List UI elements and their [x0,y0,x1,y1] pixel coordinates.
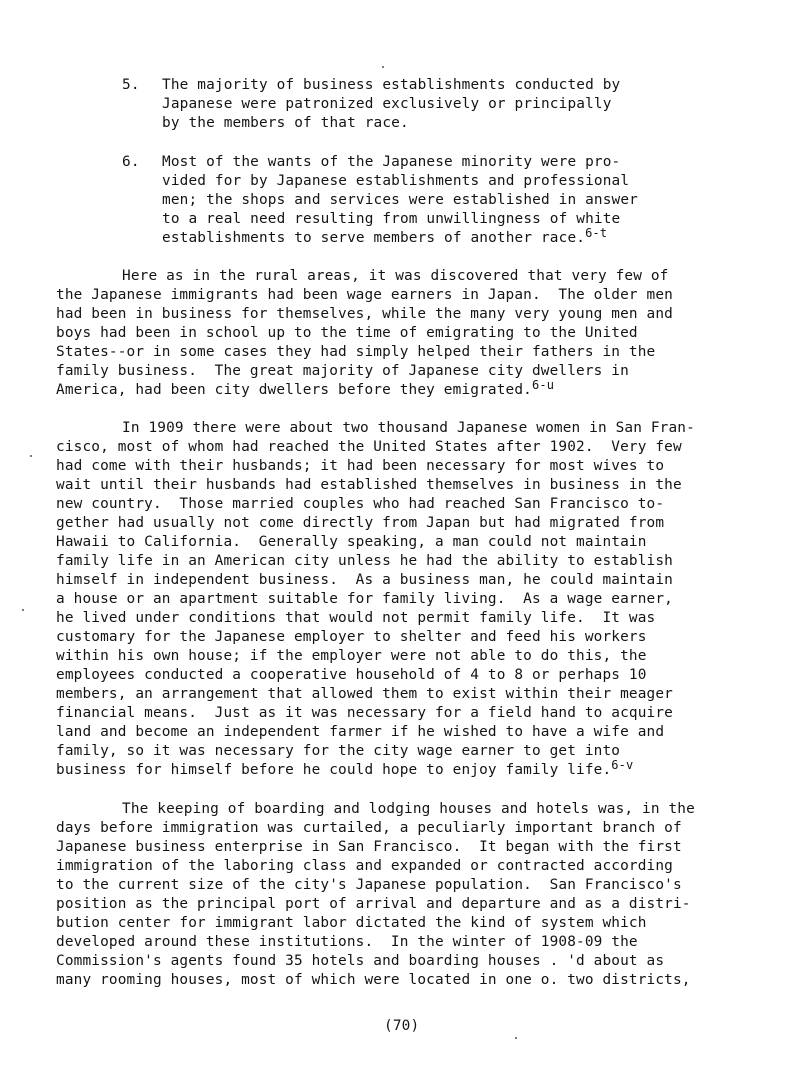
scan-speck [515,1037,517,1039]
text-line: position as the principal port of arrival and departure and as a distri- [56,896,691,912]
text-line: Japanese business enterprise in San Francisco. It began with the first [56,839,682,855]
list-item-number: 6. [122,154,140,170]
text-line: employees conducted a cooperative household of 4 to 8 or perhaps 10 [56,667,647,683]
text-line: the Japanese immigrants had been wage earners in Japan. The older men [56,287,673,303]
text-line: Commission's agents found 35 hotels and boarding houses . 'd about as [56,953,665,969]
text-line: Japanese were patronized exclusively or principally [162,96,612,112]
text-line: bution center for immigrant labor dictated the kind of system which [56,915,647,931]
text-line: Here as in the rural areas, it was discovered that very few of [122,268,669,284]
text-line: land and become an independent farmer if he wished to have a wife and [56,724,665,740]
text-line: to a real need resulting from unwillingness of white [162,211,621,227]
text-line: he lived under conditions that would not permit family life. It was [56,610,656,626]
text-line: had been in business for themselves, while the many very young men and [56,306,673,322]
text-line: America, had been city dwellers before they emigrated. [56,382,532,398]
page-number: (70) [384,1018,420,1034]
scan-speck [30,455,32,457]
text-line: to the current size of the city's Japanese population. San Francisco's [56,877,682,893]
text-line: The keeping of boarding and lodging houses and hotels was, in the [122,801,695,817]
text-line: new country. Those married couples who had reached San Francisco to- [56,496,665,512]
text-line: Hawaii to California. Generally speaking, a man could not maintain [56,534,647,550]
text-line: immigration of the laboring class and expanded or contracted according [56,858,673,874]
text-line: family business. The great majority of Japanese city dwellers in [56,363,629,379]
text-line: customary for the Japanese employer to shelter and feed his workers [56,629,647,645]
text-line: within his own house; if the employer were not able to do this, the [56,648,647,664]
text-line: a house or an apartment suitable for family living. As a wage earner, [56,591,673,607]
scan-speck [22,609,24,611]
text-line: States--or in some cases they had simply helped their fathers in the [56,344,656,360]
text-line: by the members of that race. [162,115,409,131]
text-line: members, an arrangement that allowed them to exist within their meager [56,686,673,702]
text-line: financial means. Just as it was necessary for a field hand to acquire [56,705,673,721]
text-line: men; the shops and services were established in answer [162,192,638,208]
text-line: business for himself before he could hope to enjoy family life. [56,762,612,778]
text-line: himself in independent business. As a business man, he could maintain [56,572,673,588]
text-line: boys had been in school up to the time of emigrating to the United [56,325,638,341]
text-line: wait until their husbands had established themselves in business in the [56,477,682,493]
text-line: vided for by Japanese establishments and professional [162,173,630,189]
text-line: family, so it was necessary for the city wage earner to get into [56,743,621,759]
text-line: days before immigration was curtailed, a peculiarly important branch of [56,820,682,836]
text-line: cisco, most of whom had reached the United States after 1902. Very few [56,439,682,455]
footnote-ref: 6-u [531,378,555,392]
text-line-with-footnote [162,226,608,248]
text-line: developed around these institutions. In the winter of 1908-09 the [56,934,638,950]
text-line-with-footnote [56,758,634,780]
text-line: had come with their husbands; it had been necessary for most wives to [56,458,665,474]
text-line-with-footnote [56,378,555,400]
text-line: many rooming houses, most of which were located in one o. two districts, [56,972,691,988]
text-line: gether had usually not come directly from Japan but had migrated from [56,515,665,531]
footnote-ref: 6-t [585,226,608,240]
text-line: The majority of business establishments conducted by [162,77,621,93]
text-line: establishments to serve members of another race. [162,230,586,246]
text-line: Most of the wants of the Japanese minority were pro- [162,154,621,170]
text-line: family life in an American city unless he had the ability to establish [56,553,673,569]
list-item-number: 5. [122,77,140,93]
text-line: In 1909 there were about two thousand Japanese women in San Fran- [122,420,695,436]
scan-speck [382,66,384,68]
footnote-ref: 6-v [611,758,634,772]
